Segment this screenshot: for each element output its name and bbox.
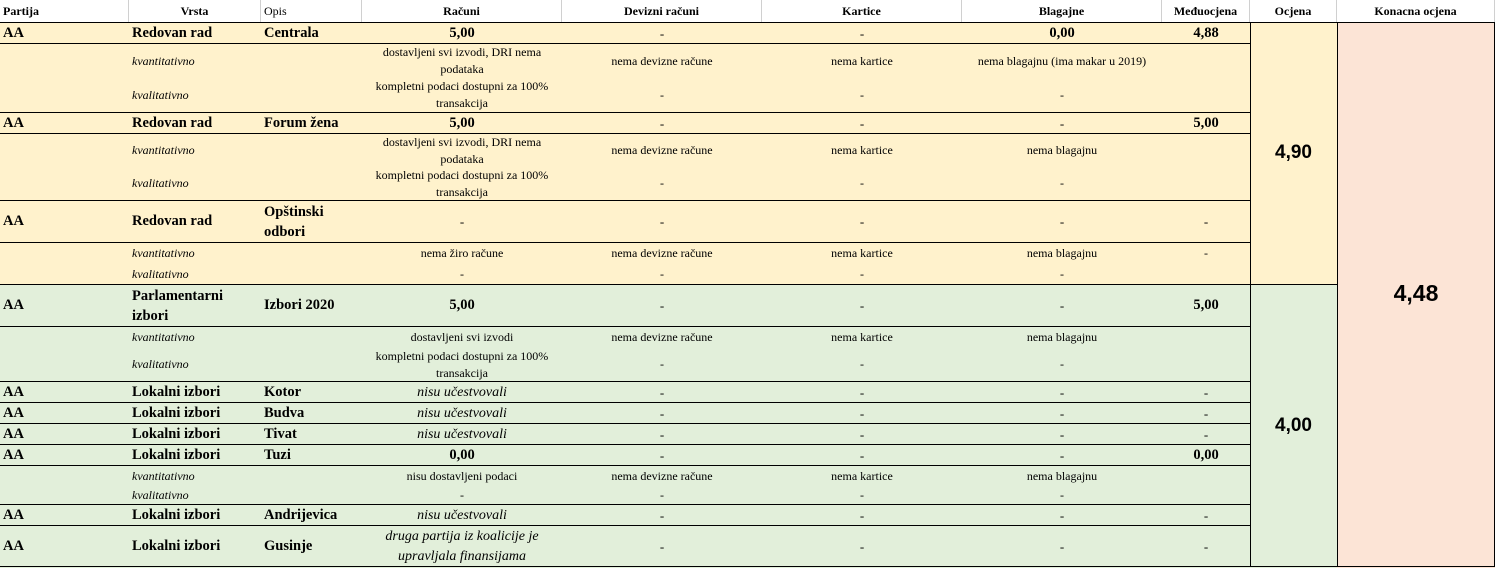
table-row-kvantitativno	[0, 134, 1250, 167]
header-blagajne: Blagajne	[962, 0, 1162, 22]
cell-racuni: 5,00	[449, 24, 475, 41]
cell-devizni: -	[660, 487, 664, 502]
cell-racuni: druga partija iz koalicije je upravljala finansijama	[385, 528, 539, 564]
table-row-kvalitativno	[0, 167, 1250, 200]
table-row-kvantitativno	[0, 243, 1250, 264]
cell-meduocjena: -	[1203, 539, 1209, 554]
cell-vrsta: Lokalni izbori	[132, 446, 221, 463]
divider	[0, 133, 1250, 134]
cell-racuni: kompletni podaci dostupni za 100% transakcija	[375, 167, 549, 199]
cell-blagajne: nema blagajnu	[1026, 246, 1098, 260]
header-racuni: Računi	[362, 0, 562, 22]
cell-opis: Andrijevica	[264, 506, 338, 523]
cell-kartice: -	[859, 25, 865, 41]
cell-vrsta: Lokalni izbori	[132, 425, 221, 442]
ocjena-redovan-rad: 4,90	[1275, 142, 1312, 163]
cell-blagajne: -	[1059, 115, 1065, 131]
cell-vrsta: Lokalni izbori	[132, 404, 221, 421]
header-row	[0, 0, 1495, 22]
cell-racuni: kompletni podaci dostupni za 100% transakcija	[375, 348, 549, 380]
cell-kartice: -	[859, 214, 865, 229]
cell-devizni: -	[660, 266, 664, 281]
cell-partija: AA	[3, 297, 24, 313]
header-ocjena: Ocjena	[1250, 0, 1337, 22]
cell-vrsta: Lokalni izbori	[132, 506, 221, 523]
cell-racuni: nema žiro račune	[420, 246, 504, 260]
header-vrsta: Vrsta	[129, 0, 261, 22]
cell-opis: Forum žena	[264, 114, 339, 131]
table-row	[0, 201, 1250, 242]
cell-meduocjena: 5,00	[1193, 114, 1219, 131]
cell-blagajne: -	[1059, 507, 1065, 523]
cell-kartice: -	[859, 426, 865, 442]
cell-partija: AA	[3, 506, 24, 523]
cell-opis: Opštinski odbori	[264, 203, 324, 240]
divider	[1250, 22, 1251, 567]
cell-blagajne: -	[1060, 266, 1064, 281]
cell-kartice: -	[859, 115, 865, 131]
divider	[0, 284, 1337, 285]
cell-meduocjena: -	[1203, 405, 1209, 421]
ocjena-izbori: 4,00	[1275, 415, 1312, 436]
cell-devizni: -	[659, 384, 665, 400]
cell-devizni: nema devizne račune	[611, 468, 713, 483]
cell-kartice: -	[860, 487, 864, 502]
cell-racuni: 5,00	[449, 114, 475, 131]
divider	[0, 566, 1495, 567]
cell-kartice: -	[859, 405, 865, 421]
cell-racuni: 5,00	[449, 297, 475, 313]
cell-kartice: -	[860, 266, 864, 281]
cell-blagajne: -	[1060, 357, 1064, 371]
cell-devizni: -	[659, 426, 665, 442]
cell-opis: Gusinje	[264, 538, 313, 554]
cell-blagajne: nema blagajnu	[1026, 330, 1098, 344]
cell-blagajne: -	[1060, 87, 1064, 102]
table-row-kvalitativno	[0, 264, 1250, 284]
cell-racuni: -	[460, 487, 464, 502]
cell-opis: Budva	[264, 404, 305, 421]
cell-racuni: kompletni podaci dostupni za 100% transakcija	[375, 79, 549, 110]
cell-vrsta: Redovan rad	[132, 24, 213, 41]
label-kvantitativno: kvantitativno	[132, 246, 195, 260]
cell-vrsta: Redovan rad	[132, 114, 213, 131]
header-devizni: Devizni računi	[562, 0, 762, 22]
cell-kartice: nema kartice	[831, 330, 893, 344]
cell-opis: Kotor	[264, 383, 302, 400]
cell-vrsta: Lokalni izbori	[132, 383, 221, 400]
cell-racuni: dostavljeni svi izvodi, DRI nema podataka	[382, 134, 542, 166]
cell-kartice: -	[859, 539, 865, 554]
cell-blagajne: -	[1059, 447, 1065, 463]
divider	[0, 402, 1250, 403]
header-meduocjena: Međuocjena	[1162, 0, 1250, 22]
label-kvalitativno: kvalitativno	[132, 487, 189, 502]
divider	[0, 326, 1250, 327]
divider	[0, 504, 1250, 505]
cell-racuni: dostavljeni svi izvodi	[410, 330, 514, 344]
cell-partija: AA	[3, 425, 24, 442]
label-kvalitativno: kvalitativno	[132, 357, 189, 371]
table-row-kvantitativno	[0, 466, 1250, 486]
label-kvalitativno: kvalitativno	[132, 266, 189, 281]
cell-partija: AA	[3, 404, 24, 421]
label-kvantitativno: kvantitativno	[132, 53, 195, 68]
cell-kartice: -	[860, 357, 864, 371]
header-opis: Opis	[261, 0, 362, 22]
cell-partija: AA	[3, 446, 24, 463]
cell-devizni: -	[660, 87, 664, 102]
cell-partija: AA	[3, 383, 24, 400]
header-konacna: Konacna ocjena	[1337, 0, 1495, 22]
cell-racuni: dostavljeni svi izvodi, DRI nema podataka	[382, 45, 542, 76]
table-row	[0, 403, 1250, 423]
cell-meduocjena: -	[1203, 214, 1209, 229]
header-partija: Partija	[0, 0, 129, 22]
cell-meduocjena: -	[1203, 507, 1209, 523]
cell-meduocjena: 4,88	[1193, 24, 1219, 41]
cell-racuni: -	[460, 266, 464, 281]
cell-opis: Tuzi	[264, 446, 291, 463]
table-row-kvantitativno	[0, 327, 1250, 348]
cell-devizni: -	[659, 25, 665, 41]
cell-opis: Centrala	[264, 24, 319, 41]
label-kvalitativno: kvalitativno	[132, 87, 189, 102]
divider	[0, 423, 1250, 424]
cell-devizni: -	[659, 298, 665, 313]
cell-blagajne: nema blagajnu (ima makar u 2019)	[977, 53, 1147, 68]
table-row	[0, 445, 1250, 465]
cell-racuni: nisu učestvovali	[417, 384, 507, 400]
cell-meduocjena: -	[1203, 426, 1209, 442]
table-row	[0, 505, 1250, 525]
label-kvalitativno: kvalitativno	[132, 176, 189, 190]
table-row	[0, 424, 1250, 444]
table-row-kvalitativno	[0, 348, 1250, 381]
cell-racuni: nisu učestvovali	[417, 507, 507, 523]
cell-racuni: nisu učestvovali	[417, 426, 507, 442]
cell-meduocjena: -	[1203, 384, 1209, 400]
table-row	[0, 285, 1250, 326]
cell-kartice: -	[859, 447, 865, 463]
table-row-kvantitativno	[0, 44, 1250, 78]
cell-devizni: nema devizne račune	[611, 143, 713, 157]
cell-vrsta: Redovan rad	[132, 213, 213, 229]
table-row	[0, 526, 1250, 567]
cell-blagajne: 0,00	[1049, 24, 1075, 41]
cell-kartice: -	[859, 507, 865, 523]
cell-blagajne: -	[1059, 214, 1065, 229]
divider	[0, 444, 1250, 445]
table-row	[0, 382, 1250, 402]
divider	[0, 465, 1250, 466]
cell-devizni: -	[659, 405, 665, 421]
cell-devizni: nema devizne račune	[611, 53, 713, 68]
cell-blagajne: -	[1059, 539, 1065, 554]
cell-racuni: nisu dostavljeni podaci	[406, 468, 518, 483]
cell-devizni: -	[659, 214, 665, 229]
divider	[0, 525, 1250, 526]
cell-meduocjena: 5,00	[1193, 297, 1219, 313]
cell-racuni: nisu učestvovali	[417, 405, 507, 421]
cell-devizni: nema devizne račune	[611, 246, 713, 260]
cell-kartice: -	[860, 176, 864, 190]
cell-blagajne: -	[1059, 405, 1065, 421]
cell-kartice: nema kartice	[831, 53, 893, 68]
cell-devizni: nema devizne račune	[611, 330, 713, 344]
divider	[0, 242, 1250, 243]
cell-kartice: -	[860, 87, 864, 102]
cell-blagajne: nema blagajnu	[1026, 143, 1098, 157]
cell-opis: Izbori 2020	[264, 297, 335, 313]
label-kvantitativno: kvantitativno	[132, 330, 195, 344]
cell-blagajne: -	[1059, 298, 1065, 313]
cell-blagajne: -	[1060, 176, 1064, 190]
divider	[1337, 22, 1338, 567]
cell-racuni: 0,00	[449, 446, 475, 463]
table-row	[0, 113, 1250, 133]
cell-blagajne: -	[1059, 384, 1065, 400]
cell-devizni: -	[659, 115, 665, 131]
cell-blagajne: -	[1059, 426, 1065, 442]
cell-kartice: -	[859, 298, 865, 313]
cell-partija: AA	[3, 114, 24, 131]
table-row-kvalitativno	[0, 486, 1250, 504]
table-row	[0, 23, 1250, 43]
cell-racuni: -	[459, 214, 465, 229]
cell-opis: Tivat	[264, 425, 297, 442]
table-row-kvalitativno	[0, 78, 1250, 112]
cell-kartice: nema kartice	[831, 468, 893, 483]
cell-partija: AA	[3, 538, 24, 554]
cell-kartice: nema kartice	[831, 143, 893, 157]
cell-blagajne: -	[1060, 487, 1064, 502]
divider	[0, 112, 1250, 113]
divider	[0, 22, 1495, 23]
divider	[0, 43, 1250, 44]
divider	[0, 200, 1250, 201]
cell-devizni: -	[660, 176, 664, 190]
cell-vrsta: Parlamentarni izbori	[132, 287, 224, 324]
header-kartice: Kartice	[762, 0, 962, 22]
cell-blagajne: nema blagajnu	[1026, 468, 1098, 483]
cell-meduocjena: 0,00	[1193, 446, 1219, 463]
cell-vrsta: Lokalni izbori	[132, 538, 221, 554]
cell-kartice: nema kartice	[831, 246, 893, 260]
cell-meduocjena: -	[1204, 246, 1208, 260]
cell-partija: AA	[3, 213, 24, 229]
cell-devizni: -	[659, 507, 665, 523]
divider	[0, 381, 1250, 382]
cell-devizni: -	[659, 447, 665, 463]
cell-devizni: -	[659, 539, 665, 554]
label-kvantitativno: kvantitativno	[132, 468, 195, 483]
cell-kartice: -	[859, 384, 865, 400]
konacna-ocjena-value: 4,48	[1393, 280, 1439, 306]
cell-partija: AA	[3, 24, 24, 41]
cell-devizni: -	[660, 357, 664, 371]
label-kvantitativno: kvantitativno	[132, 143, 195, 157]
